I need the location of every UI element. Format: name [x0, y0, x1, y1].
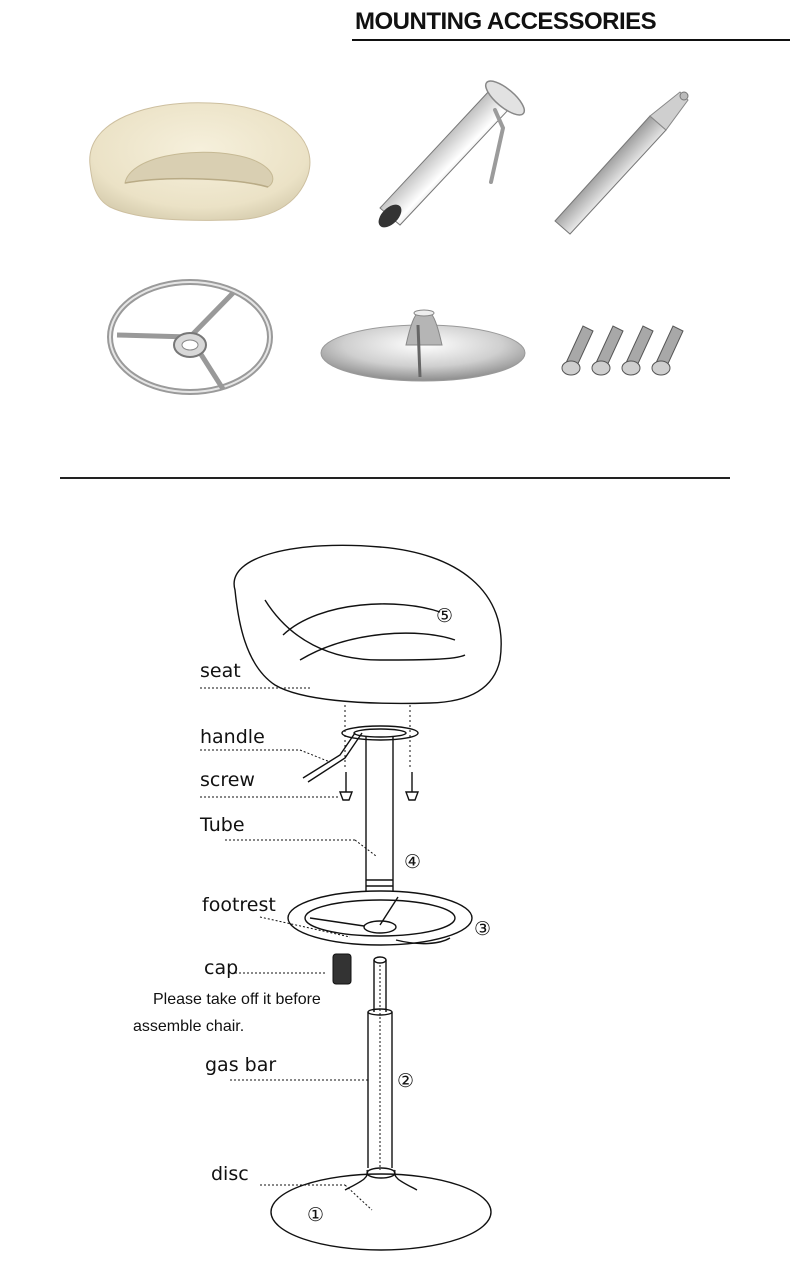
- gas-bar-icon: [550, 88, 700, 238]
- number-tube: ④: [404, 851, 422, 873]
- number-gas-bar: ②: [397, 1070, 415, 1092]
- label-gas-bar: gas bar: [205, 1054, 277, 1076]
- tube-drawing: [366, 737, 393, 892]
- screw-drawing: [340, 772, 418, 800]
- section-title: MOUNTING ACCESSORIES: [355, 8, 657, 35]
- number-seat: ⑤: [436, 605, 454, 627]
- label-handle: handle: [200, 726, 265, 748]
- screws-icon: [558, 318, 703, 383]
- tube-with-handle-icon: [365, 70, 535, 230]
- number-footrest: ③: [474, 918, 492, 940]
- label-tube: Tube: [200, 814, 245, 836]
- number-disc: ①: [307, 1204, 325, 1226]
- seat-drawing: [234, 545, 501, 703]
- label-footrest: footrest: [202, 894, 276, 916]
- title-underline: [352, 39, 790, 41]
- label-cap: cap: [204, 957, 239, 979]
- footrest-drawing: [288, 891, 472, 945]
- footrest-ring-icon: [105, 275, 275, 400]
- cap-note-line1: Please take off it before: [153, 991, 321, 1008]
- label-screw: screw: [200, 769, 255, 791]
- cap-drawing: [333, 954, 351, 984]
- label-disc: disc: [211, 1163, 249, 1185]
- section-divider: [60, 477, 730, 479]
- seat-cushion-icon: [80, 95, 320, 230]
- label-seat: seat: [200, 660, 241, 682]
- cap-note-line2: assemble chair.: [133, 1018, 245, 1035]
- base-disc-icon: [318, 305, 528, 385]
- assembly-diagram: [0, 500, 790, 1280]
